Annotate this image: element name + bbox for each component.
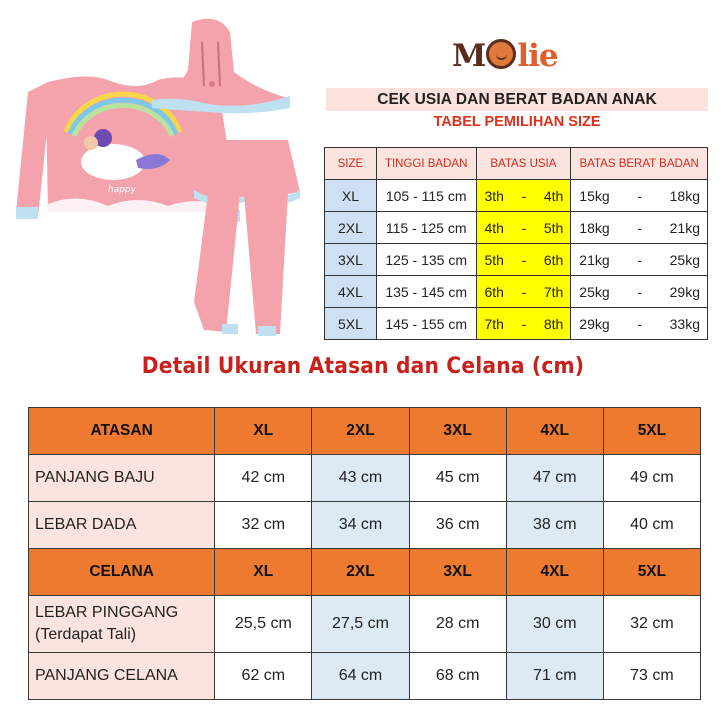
size-cell: 2XL [325,212,377,244]
size-cell: XL [325,180,377,212]
weight-to: 21kg [669,219,700,236]
table-row [29,502,701,549]
range-dash: - [637,283,642,300]
size-table-row [325,244,708,276]
weight-from: 29kg [579,315,610,332]
age-from: 7th [484,315,504,332]
size-cell: 4XL [325,276,377,308]
brand-face-icon [486,39,516,69]
range-dash: - [637,219,642,236]
table-row [29,653,701,700]
row-label: PANJANG BAJU [29,455,215,502]
size-header: SIZE [325,148,377,180]
value-cell: 71 cm [506,653,603,700]
value-cell: 42 cm [215,455,312,502]
bottom-header-row [29,549,701,596]
value-cell: 30 cm [506,596,603,653]
value-cell: 43 cm [312,455,409,502]
value-cell: 36 cm [409,502,506,549]
size-column-header: XL [215,408,312,455]
range-dash: - [637,315,642,332]
table-row [29,455,701,502]
value-cell: 34 cm [312,502,409,549]
size-selection-table [324,147,708,340]
weight-cell [571,212,708,244]
weight-from: 18kg [579,219,610,236]
brand-logo-text-start: M [452,38,486,74]
weight-from: 21kg [579,251,610,268]
age-from: 5th [484,251,504,268]
row-label-line: LEBAR PINGGANG [35,604,179,621]
age-to: 7th [543,283,564,300]
value-cell: 32 cm [215,502,312,549]
age-to: 6th [543,251,564,268]
age-cell [476,180,571,212]
bottom-section-label: CELANA [29,549,215,596]
range-dash: - [521,283,527,300]
age-to: 5th [543,219,564,236]
weight-to: 18kg [669,187,700,204]
size-cell: 5XL [325,308,377,340]
value-cell: 28 cm [409,596,506,653]
range-dash: - [521,187,527,204]
range-dash: - [521,251,527,268]
age-cell [476,212,571,244]
weight-to: 33kg [669,315,700,332]
height-cell: 115 - 125 cm [376,212,476,244]
weight-header: BATAS BERAT BADAN [571,148,708,180]
top-section-label: ATASAN [29,408,215,455]
value-cell: 49 cm [603,455,700,502]
age-from: 3th [484,187,504,204]
row-label [29,596,215,653]
size-column-header: 5XL [603,549,700,596]
table-row [29,596,701,653]
age-cell [476,244,571,276]
swim-pants-image [194,140,300,336]
row-label-note: (Terdapat Tali) [35,626,137,643]
weight-cell [571,244,708,276]
range-dash: - [637,187,642,204]
shirt-print-text: happy [108,185,136,195]
age-from: 4th [484,219,504,236]
size-column-header: 4XL [506,408,603,455]
size-table-header [325,148,708,180]
row-label: PANJANG CELANA [29,653,215,700]
size-column-header: 3XL [409,549,506,596]
value-cell: 62 cm [215,653,312,700]
swim-hood-image [152,19,290,114]
weight-from: 25kg [579,283,610,300]
detail-title: Detail Ukuran Atasan dan Celana (cm) [141,354,585,379]
height-cell: 135 - 145 cm [376,276,476,308]
age-to: 4th [543,187,564,204]
age-cell [476,276,571,308]
range-dash: - [521,219,527,236]
size-table-row [325,276,708,308]
weight-cell [571,180,708,212]
page-heading: CEK USIA DAN BERAT BADAN ANAK [326,88,708,111]
weight-cell [571,308,708,340]
product-illustration [8,12,308,342]
age-header: BATAS USIA [476,148,571,180]
value-cell: 40 cm [603,502,700,549]
brand-logo [452,36,558,76]
age-to: 8th [543,315,564,332]
range-dash: - [637,251,642,268]
weight-from: 15kg [579,187,610,204]
value-cell: 73 cm [603,653,700,700]
size-cell: 3XL [325,244,377,276]
weight-to: 29kg [669,283,700,300]
size-column-header: 5XL [603,408,700,455]
age-cell [476,308,571,340]
size-column-header: 2XL [312,549,409,596]
value-cell: 68 cm [409,653,506,700]
size-column-header: 3XL [409,408,506,455]
range-dash: - [521,315,527,332]
height-header: TINGGI BADAN [376,148,476,180]
brand-logo-text-end: lie [517,38,558,74]
age-from: 6th [484,283,504,300]
size-table-row [325,180,708,212]
value-cell: 32 cm [603,596,700,653]
page-subheading: TABEL PEMILIHAN SIZE [433,114,601,130]
value-cell: 64 cm [312,653,409,700]
size-column-header: XL [215,549,312,596]
value-cell: 27,5 cm [312,596,409,653]
size-table-row [325,308,708,340]
detail-size-table [28,407,701,700]
value-cell: 25,5 cm [215,596,312,653]
value-cell: 47 cm [506,455,603,502]
height-cell: 125 - 135 cm [376,244,476,276]
height-cell: 105 - 115 cm [376,180,476,212]
size-column-header: 2XL [312,408,409,455]
size-column-header: 4XL [506,549,603,596]
weight-cell [571,276,708,308]
top-header-row [29,408,701,455]
size-table-row [325,212,708,244]
weight-to: 25kg [669,251,700,268]
value-cell: 38 cm [506,502,603,549]
height-cell: 145 - 155 cm [376,308,476,340]
row-label: LEBAR DADA [29,502,215,549]
value-cell: 45 cm [409,455,506,502]
